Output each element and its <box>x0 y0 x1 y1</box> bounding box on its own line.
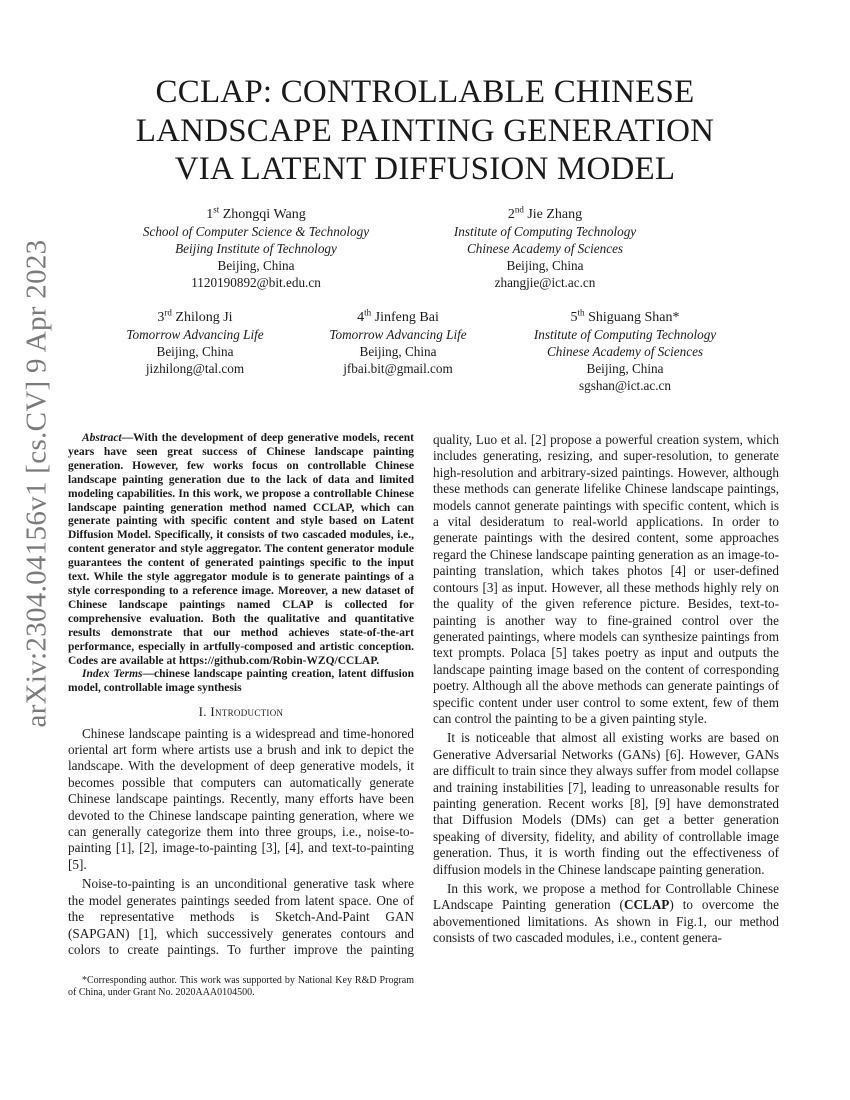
author-email: jizhilong@tal.com <box>145 361 245 376</box>
author-affiliation: Chinese Academy of Sciences <box>546 344 704 359</box>
paragraph: In this work, we propose a method for Controllable Chinese LAndscape Painting generation (CCLAP) to overcome the abovementioned limitations. As shown in Fig.1, our method consists of two cascaded modules, i.e., content genera- <box>433 881 779 946</box>
author-email: zhangjie@ict.ac.cn <box>494 275 596 290</box>
paragraph: Noise-to-painting is an unconditional generative task where the model generates paintings seeded from latent space. One of the representative methods is Sketch-And-Paint GAN (SAPGAN) [1], which successively generates contours and colors to create paintings. To further improve the painting <box>68 876 414 957</box>
author-location: Beijing, China <box>217 258 295 273</box>
author-location: Beijing, China <box>506 258 584 273</box>
author-location: Beijing, China <box>359 344 437 359</box>
author-affiliation: Beijing Institute of Technology <box>175 241 337 256</box>
author-location: Beijing, China <box>156 344 234 359</box>
arxiv-stamp-text: arXiv:2304.04156v1 [cs.CV] 9 Apr 2023 <box>20 239 53 727</box>
author-email: 1120190892@bit.edu.cn <box>191 275 321 290</box>
author-block <box>106 206 406 291</box>
section-heading: I. Introduction <box>198 704 284 720</box>
author-affiliation: Institute of Computing Technology <box>533 327 717 342</box>
author-affiliation: Tomorrow Advancing Life <box>126 327 264 342</box>
author-affiliation: Institute of Computing Technology <box>453 224 637 239</box>
author-block <box>475 309 775 394</box>
abstract <box>68 432 414 668</box>
author-name: 2nd Jie Zhang <box>507 204 583 222</box>
abstract-label: Abstract <box>82 432 122 444</box>
left-column <box>68 432 414 958</box>
author-block <box>395 206 695 291</box>
abstract-text: —With the development of deep generative models, recent years have seen great success of Chinese landscape painting generation. However, few works focus on controllable Chinese landscape painting generation due to the lack of data and limited modeling capabilities. In this work, we propose a controllable Chinese landscape painting generation method named CCLAP, which can generate painting with specific content and style based on Latent Diffusion Model. Specifically, it consists of two cascaded modules, i.e., content generator and style aggregator. The content generator module guarantees the content of generated paintings specific to the input text. While the style aggregator module is to generate paintings of a style corresponding to a reference image. Moreover, a new dataset of Chinese landscape paintings named CLAP is collected for comprehensive evaluation. Both the qualitative and quantitative results demonstrate that our method achieves state-of-the-art performance, especially in artfully-composed and artistic conception. Codes are available at https://github.com/Robin-WZQ/CCLAP. <box>68 432 414 667</box>
title-line: CCLAP: CONTROLLABLE CHINESE <box>155 74 695 110</box>
author-affiliation: Tomorrow Advancing Life <box>329 327 467 342</box>
author-email: jfbai.bit@gmail.com <box>343 361 453 376</box>
paper-title <box>80 73 770 189</box>
paragraph: It is noticeable that almost all existing works are based on Generative Adversarial Networks (GANs) [6]. However, GANs are difficult to train since they always suffer from model collapse and training instabilities [7], leading to unreasonable results for painting generation. Recent works [8], [9] have demonstrated that Diffusion Models (DMs) can get a better generation speaking of diversity, fidelity, and ability of controllable image generation. Thus, it is worth finding out the effectiveness of diffusion models in the Chinese landscape painting generation. <box>433 730 779 877</box>
author-affiliation: School of Computer Science & Technology <box>142 224 370 239</box>
flow-wrapper <box>433 432 779 947</box>
author-location: Beijing, China <box>586 361 664 376</box>
paragraph-continued: quality, Luo et al. [2] propose a powerful creation system, which includes generating, resizing, and super-resolution, to generate high-resolution and arbitrary-sized paintings. However, although these methods can generate lifelike Chinese landscape paintings, models cannot generate paintings with specific content, which is a vital desideratum to real-world applications. In order to generate paintings with the desired content, some approaches regard the Chinese landscape painting generation as an image-to-painting translation, which takes photos [4] or user-defined contours [3] as input. However, all these methods highly rely on the quality of the given reference picture. Besides, text-to-painting is another way to fine-grained control over the generated paintings, where models can synthesize paintings from text prompts. Polaca [5] takes poetry as input and outputs the landscape painting image based on the content of corresponding poetry. Although all the above methods can generate paintings of specific content under user control to some extent, few of them can control the painting to be a given painting style. <box>433 432 779 726</box>
index-terms-text: —chinese landscape painting creation, latent diffusion model, controllable image synthesis <box>68 668 414 695</box>
title-line: VIA LATENT DIFFUSION MODEL <box>174 151 676 187</box>
author-affiliation: Chinese Academy of Sciences <box>466 241 624 256</box>
author-name: 5th Shiguang Shan* <box>570 307 680 325</box>
index-terms-label: Index Terms <box>82 668 143 681</box>
title-line: LANDSCAPE PAINTING GENERATION <box>135 112 715 149</box>
index-terms <box>68 668 414 696</box>
author-name: 3rd Zhilong Ji <box>157 307 233 325</box>
author-name: 4th Jinfeng Bai <box>357 307 439 325</box>
author-email: sgshan@ict.ac.cn <box>579 378 671 393</box>
right-column-flow <box>433 432 779 1000</box>
footnote: *Corresponding author. This work was supported by National Key R&D Program of China, under Grant No. 2020AAA0104500. <box>68 975 414 999</box>
paragraph: Chinese landscape painting is a widespread and time-honored oriental art form where artists use a brush and ink to depict the landscape. With the development of deep generative models, it becomes possible that computers can automatically generate Chinese landscape paintings. Recently, many efforts have been devoted to the Chinese landscape painting generation, where we can generally categorize them into three groups, i.e., noise-to-painting [1], [2], image-to-painting [3], [4], and text-to-painting [5]. <box>68 725 414 872</box>
author-name: 1st Zhongqi Wang <box>206 204 306 222</box>
method-name: CCLAP <box>623 897 670 913</box>
